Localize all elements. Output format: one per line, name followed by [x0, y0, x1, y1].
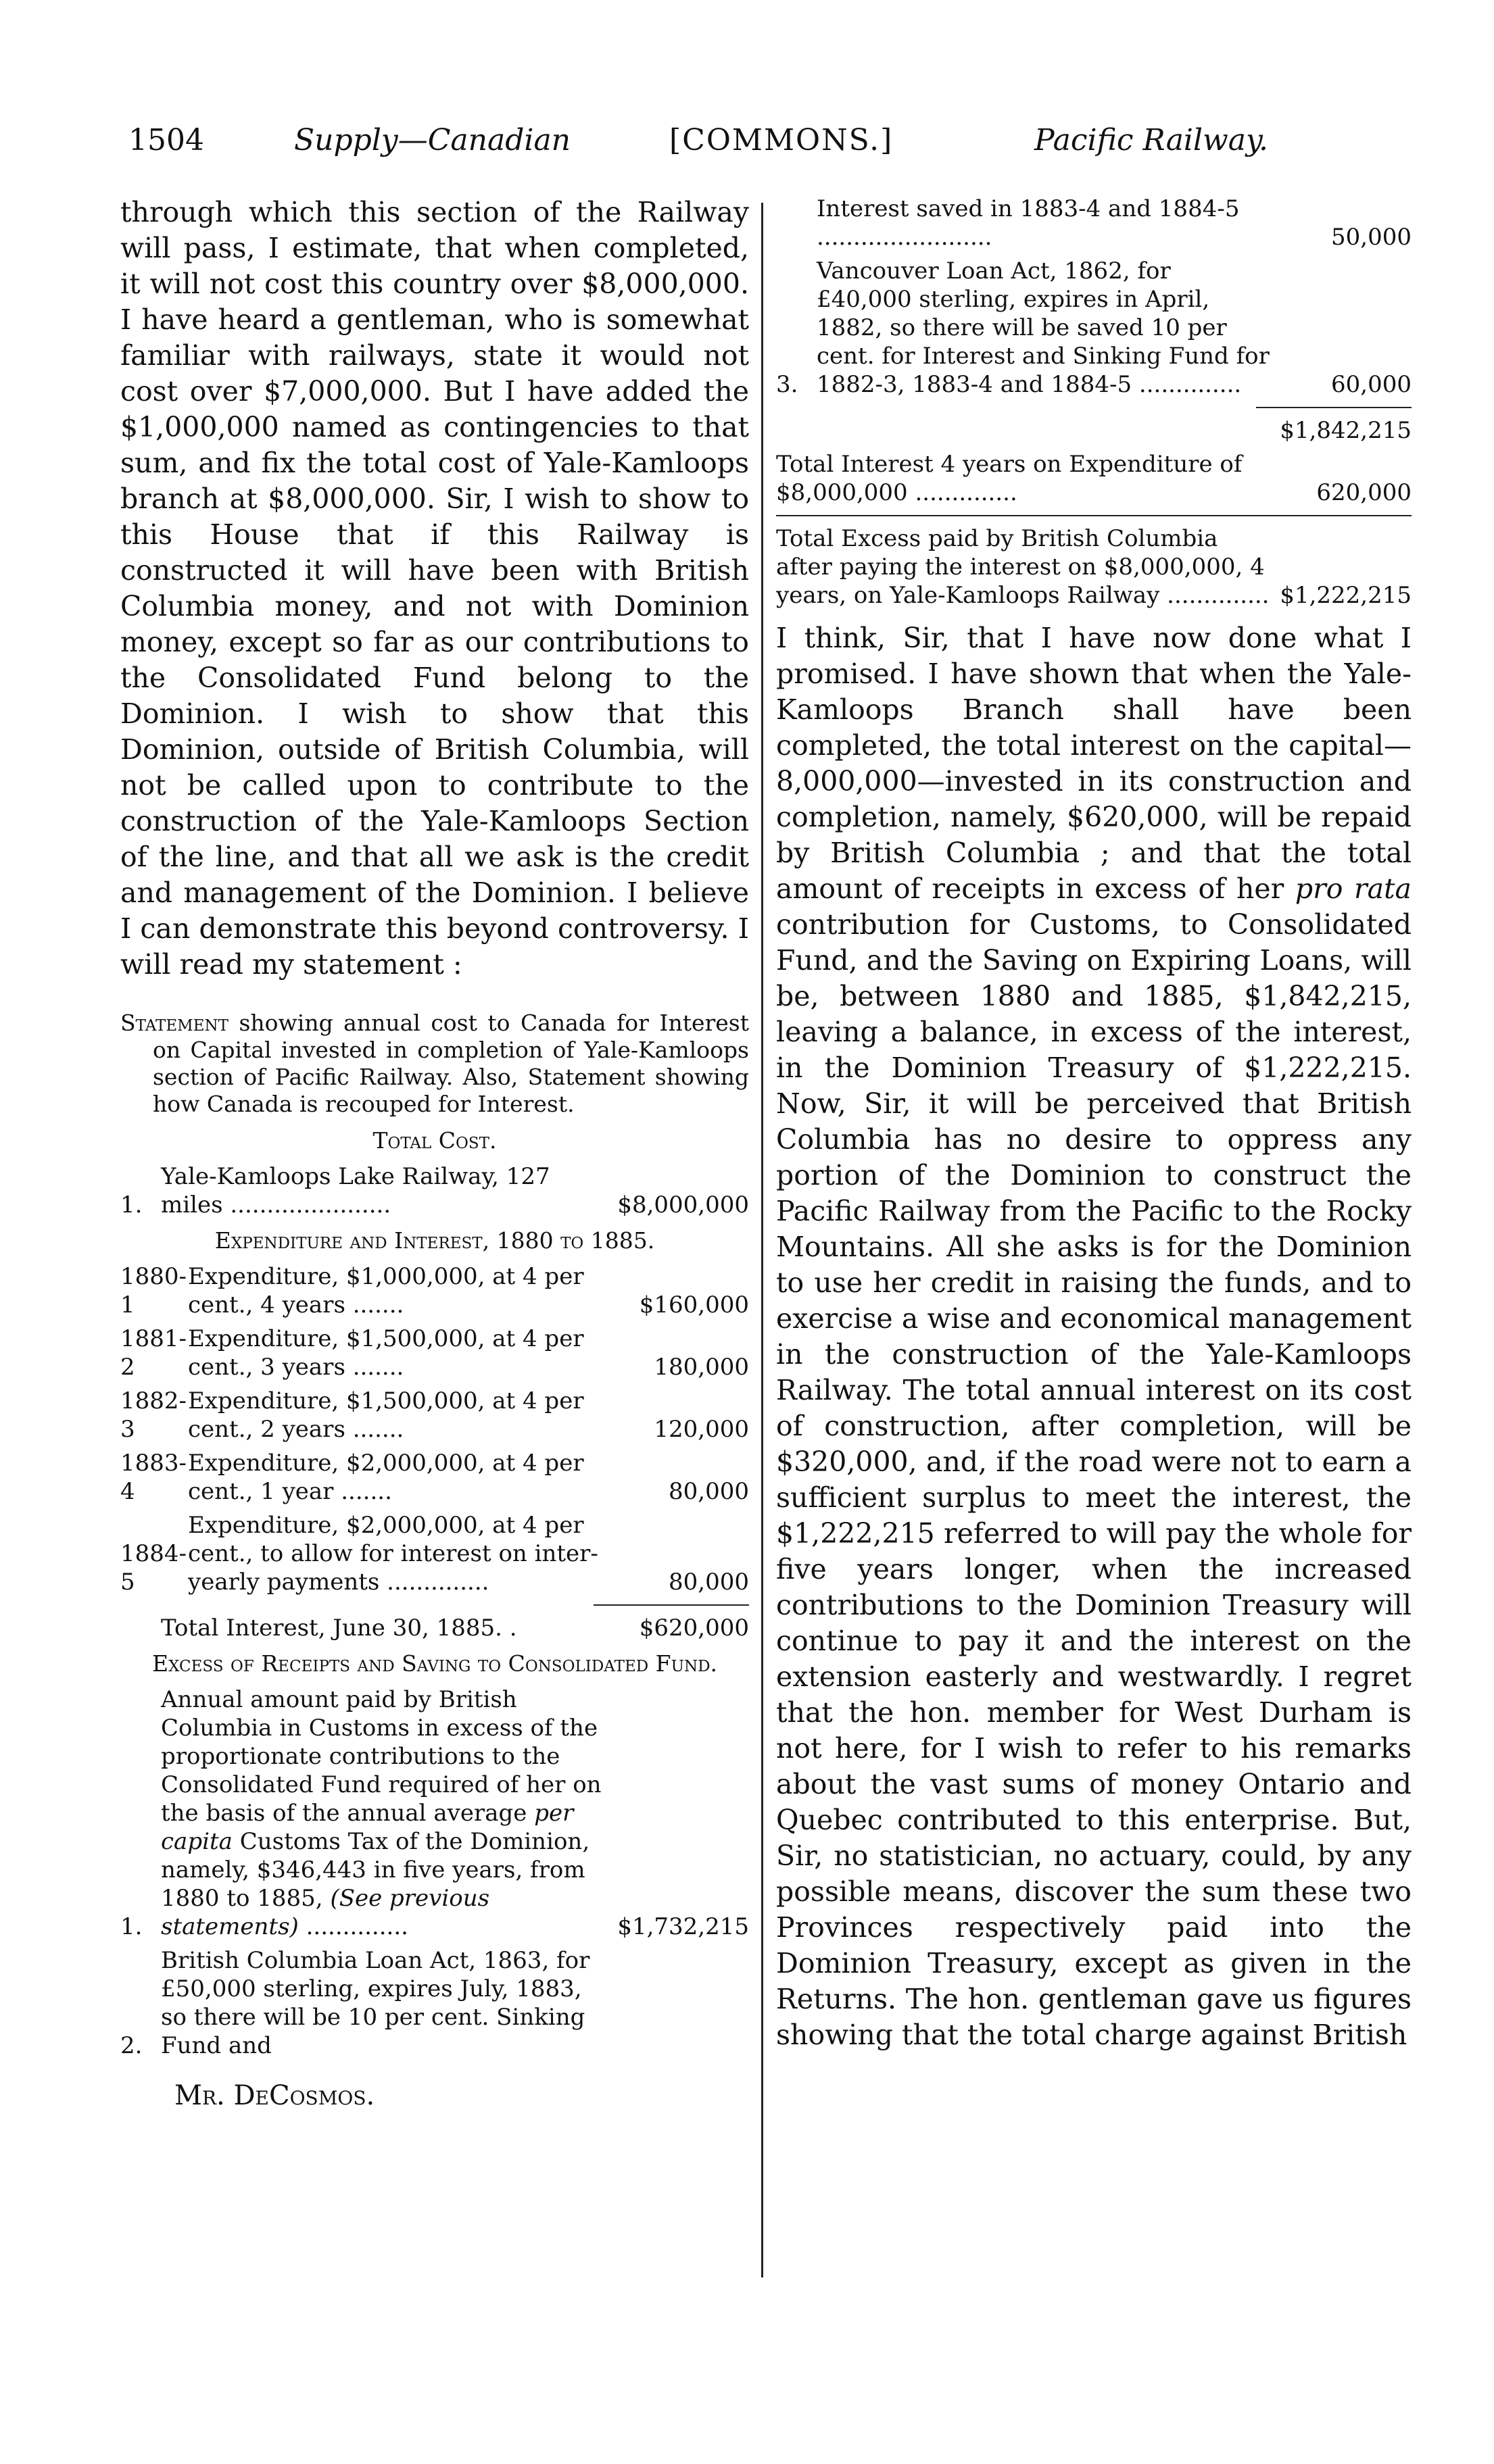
column-divider — [761, 203, 763, 2277]
item-amount: $8,000,000 — [617, 1191, 749, 1218]
total-interest-expenditure-label: Total Interest 4 years on Expenditure of $8,000,000 .............. — [776, 451, 1243, 506]
total-cost-table — [120, 1162, 749, 1219]
paragraph-italic: pro rata — [1295, 872, 1412, 905]
left-column — [120, 195, 749, 2111]
expenditure-row — [120, 1325, 749, 1381]
total-excess-label: Total Excess paid by British Columbia after paying the interest on $8,000,000, 4 years, on Yale-Kamloops Railway .............. — [776, 525, 1270, 609]
header-center-title: [COMMONS.] — [669, 123, 894, 157]
expenditure-text: Expenditure, $1,000,000, at 4 per cent., 4 years ....... — [188, 1263, 584, 1319]
expenditure-amount: 180,000 — [654, 1354, 749, 1381]
left-body-text — [120, 195, 749, 983]
excess-item-2 — [120, 1946, 749, 2060]
excess-item-2-continued — [776, 195, 1412, 251]
expenditure-year: 1883-4 — [120, 1450, 187, 1505]
right-column — [776, 195, 1412, 2053]
excess-table — [120, 1685, 749, 2060]
item-number: 1. — [120, 1191, 143, 1218]
subtotal-amount: $1,842,215 — [1280, 417, 1412, 444]
page-number: 1504 — [128, 123, 204, 157]
expenditure-row — [120, 1262, 749, 1319]
expenditure-year: 1880-1 — [120, 1263, 187, 1319]
expenditure-year: 1882-3 — [120, 1387, 187, 1443]
expenditure-text: Expenditure, $2,000,000, at 4 per cent., 1 year ....... — [188, 1450, 584, 1505]
subtotal-row — [776, 416, 1412, 445]
intro-paragraph: through which this section of the Railway will pass, I estimate, that when completed, it will not cost this country over $8,000,000. I have heard a gentleman, who is somewhat familiar with railways, state it would not cost over $7,000,000. But I have added the $1,000,000 named as contingencies to that sum, and fix the total cost of Yale-Kamloops branch at $8,000,000. Sir, I wish to show to this House that if this Railway is constructed it will have been with British Columbia money, and not with Dominion money, except so far as our contributions to the Consolidated Fund belong to the Dominion. I wish to show that this Dominion, outside of British Columbia, will not be called upon to contribute to the construction of the Yale-Kamloops Section of the line, and that all we ask is the credit and management of the Dominion. I believe I can demonstrate this beyond controversy. I will read my statement : — [120, 196, 749, 981]
item-amount: $1,732,215 — [617, 1913, 749, 1940]
item-text-part: .............. — [306, 1913, 408, 1940]
speaker-signature: Mr. DeCosmos. — [174, 2080, 375, 2111]
item-amount: 60,000 — [1331, 371, 1412, 398]
statement-lead: Statement — [120, 1010, 228, 1036]
expenditure-row — [120, 1387, 749, 1444]
subtotal-rule — [594, 1604, 749, 1606]
expenditure-heading: Expenditure and Interest, 1880 to 1885. — [214, 1227, 655, 1254]
total-rule — [776, 515, 1412, 516]
item-text-part: Annual amount paid by British Columbia in Customs in excess of the proportionate contributions to the Consolidated Fund required of her on the basis of the annual average — [161, 1686, 602, 1827]
item-amount: 50,000 — [1331, 224, 1412, 251]
expenditure-row — [120, 1511, 749, 1596]
item-number: 2. — [120, 2032, 143, 2059]
excess-item-3 — [776, 257, 1412, 399]
total-interest-expenditure-row — [776, 450, 1412, 507]
statement-title — [120, 1010, 749, 1118]
expenditure-year: 1884-5 — [120, 1540, 187, 1596]
item-text: British Columbia Loan Act, 1863, for £50,000 sterling, expires July, 1883, so there will be 10 per cent. Sinking Fund and — [161, 1947, 590, 2059]
expenditure-text: Expenditure, $1,500,000, at 4 per cent., 2 years ....... — [188, 1387, 584, 1443]
expenditure-text: Expenditure, $2,000,000, at 4 per cent., to allow for interest on inter-yearly payments .............. — [188, 1512, 598, 1596]
header-left-title: Supply—Canadian — [294, 123, 571, 157]
excess-table-continued — [776, 195, 1412, 610]
paragraph-part: I think, Sir, that I have now done what I promised. I have shown that when the Yale-Kamloops Branch shall have been completed, the total interest on the capital—8,000,000—invested in its construction and completion, namely, $620,000, will be repaid by British Columbia ; and that the total amount of receipts in excess of her — [776, 622, 1412, 905]
item-text-part: Customs Tax of the Dominion, namely, $346,443 in five years, from 1880 to 1885, — [161, 1828, 590, 1912]
expenditure-year: 1881-2 — [120, 1325, 187, 1381]
item-number: 1. — [120, 1913, 143, 1940]
total-interest-row — [120, 1614, 749, 1642]
total-cost-heading: Total Cost. — [372, 1127, 497, 1154]
total-interest-expenditure-amount: 620,000 — [1316, 479, 1412, 506]
total-interest-amount: $620,000 — [639, 1615, 749, 1642]
item-number: 3. — [776, 371, 798, 398]
item-text: Interest saved in 1883-4 and 1884-5 ........................ — [817, 195, 1240, 251]
item-italic-2: (See previous statements) — [161, 1885, 490, 1940]
header-right-title: Pacific Railway. — [1034, 123, 1268, 157]
total-interest-label: Total Interest, June 30, 1885. . — [161, 1615, 517, 1642]
right-body-text — [776, 620, 1412, 2053]
item-text — [161, 1685, 610, 1941]
item-text: Yale-Kamloops Lake Railway, 127 miles ...................... — [161, 1163, 550, 1218]
total-excess-amount: $1,222,215 — [1280, 582, 1412, 609]
page-header — [128, 123, 1284, 170]
subtotal-rule — [1256, 407, 1412, 408]
item-text: Vancouver Loan Act, 1862, for £40,000 sterling, expires in April, 1882, so there will be saved 10 per cent. for Interest and Sinking Fund for 1882-3, 1883-4 and 1884-5 .............. — [817, 257, 1270, 398]
closing-paragraph — [776, 620, 1412, 2053]
total-cost-row — [120, 1162, 749, 1219]
expenditure-table — [120, 1262, 749, 1642]
statement-description: showing annual cost to Canada for Interest on Capital invested in completion of Yale-Kamloops section of Pacific Railway. Also, Statement showing how Canada is recouped for Interest. — [153, 1010, 749, 1117]
expenditure-text: Expenditure, $1,500,000, at 4 per cent., 3 years ....... — [188, 1325, 584, 1381]
expenditure-amount: 120,000 — [654, 1416, 749, 1443]
expenditure-amount: $160,000 — [639, 1291, 749, 1319]
item-italic-1: per capita — [161, 1800, 574, 1855]
expenditure-amount: 80,000 — [669, 1569, 749, 1596]
paragraph-part: contribution for Customs, to Consolidated Fund, and the Saving on Expiring Loans, will be, between 1880 and 1885, $1,842,215, leaving a balance, in excess of the interest, in the Dominion Treasury of $1,222,215. Now, Sir, it will be perceived that British Columbia has no desire to oppress any portion of the Dominion to construct the Pacific Railway from the Pacific to the Rocky Mountains. All she asks is for the Dominion to use her credit in raising the funds, and to exercise a wise and economical management in the construction of the Yale-Kamloops Railway. The total annual interest on its cost of construction, after completion, will be $320,000, and, if the road were not to earn a sufficient surplus to meet the interest, the $1,222,215 referred to will pay the whole for five years longer, when the increased contributions to the Dominion Treasury will continue to pay it and the interest on the extension easterly and westwardly. I regret that the hon. member for West Durham is not here, for I wish to refer to his remarks about the vast sums of money Ontario and Quebec contributed to this enterprise. But, Sir, no statistician, no actuary, could, by any possible means, discover the sum these two Provinces respectively paid into the Dominion Treasury, except as given in the Returns. The hon. gentleman gave us figures showing that the total charge against British — [776, 908, 1412, 2051]
expenditure-amount: 80,000 — [669, 1478, 749, 1505]
excess-item-1 — [120, 1685, 749, 1941]
expenditure-row — [120, 1449, 749, 1506]
total-excess-row — [776, 524, 1412, 610]
excess-heading: Excess of Receipts and Saving to Consolidated Fund. — [151, 1650, 718, 1677]
